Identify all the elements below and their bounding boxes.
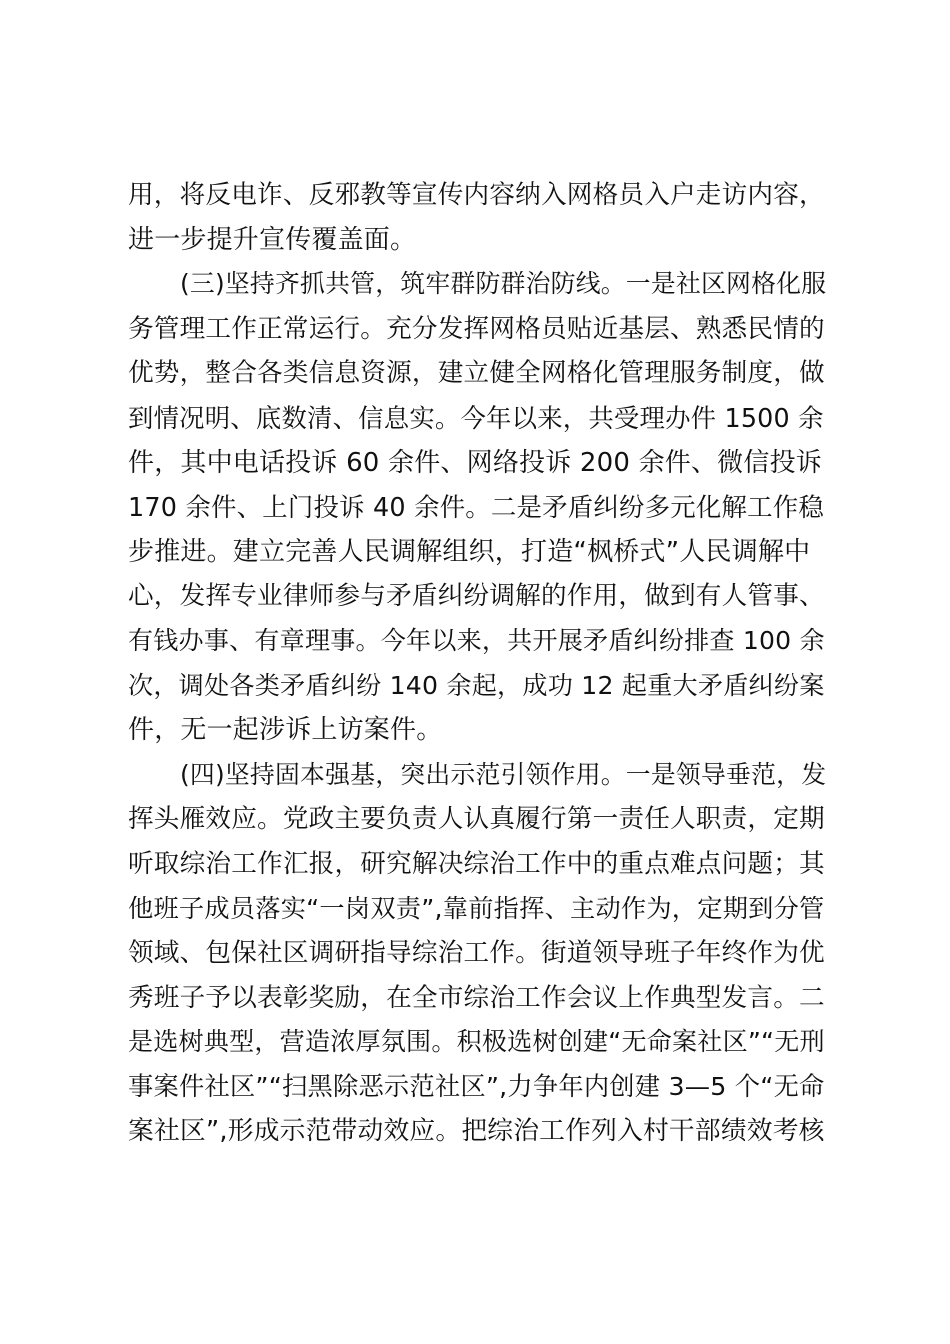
text-line: 到情况明、底数清、信息实。今年以来，共受理办件 1500 余	[128, 402, 824, 433]
text-line: 步推进。建立完善人民调解组织，打造“枫桥式”人民调解中	[128, 536, 811, 567]
text-line: 进一步提升宣传覆盖面。	[128, 224, 417, 255]
text-line: 次，调处各类矛盾纠纷 140 余起，成功 12 起重大矛盾纠纷案	[128, 670, 825, 700]
text-line: 是选树典型，营造浓厚氛围。积极选树创建“无命案社区”“无刑	[128, 1027, 825, 1057]
text-line: 心，发挥专业律师参与矛盾纠纷调解的作用，做到有人管事、	[128, 581, 825, 612]
text-line: 领域、包保社区调研指导综治工作。街道领导班子年终作为优	[128, 938, 825, 969]
text-line: 案社区”,形成示范带动效应。把综治工作列入村干部绩效考核	[128, 1116, 825, 1147]
body-text	[128, 173, 828, 1154]
text-line: 挥头雁效应。党政主要负责人认真履行第一责任人职责，定期	[128, 804, 825, 835]
text-line: 事案件社区”“扫黑除恶示范社区”,力争年内创建 3—5 个“无命	[128, 1071, 825, 1101]
text-line: 他班子成员落实“一岗双责”,靠前指挥、主动作为，定期到分管	[128, 893, 825, 923]
text-line: 170 余件、上门投诉 40 余件。二是矛盾纠纷多元化解工作稳	[128, 492, 825, 523]
text-line: 秀班子予以表彰奖励，在全市综治工作会议上作典型发言。二	[128, 982, 825, 1013]
text-line: 件，其中电话投诉 60 余件、网络投诉 200 余件、微信投诉	[128, 447, 822, 478]
paragraph-heading-line: (三)坚持齐抓共管，筑牢群防群治防线。一是社区网格化服	[180, 269, 827, 299]
text-line: 有钱办事、有章理事。今年以来，共开展矛盾纠纷排查 100 余	[128, 625, 825, 655]
text-line: 用，将反电诈、反邪教等宣传内容纳入网格员入户走访内容，	[128, 180, 825, 210]
text-line: 听取综治工作汇报，研究解决综治工作中的重点难点问题；其	[128, 848, 825, 879]
text-line: 优势，整合各类信息资源，建立健全网格化管理服务制度，做	[128, 358, 825, 389]
paragraph-heading-line: (四)坚持固本强基，突出示范引领作用。一是领导垂范，发	[180, 759, 827, 789]
text-line: 务管理工作正常运行。充分发挥网格员贴近基层、熟悉民情的	[128, 313, 825, 344]
text-line: 件，无一起涉诉上访案件。	[128, 715, 443, 746]
